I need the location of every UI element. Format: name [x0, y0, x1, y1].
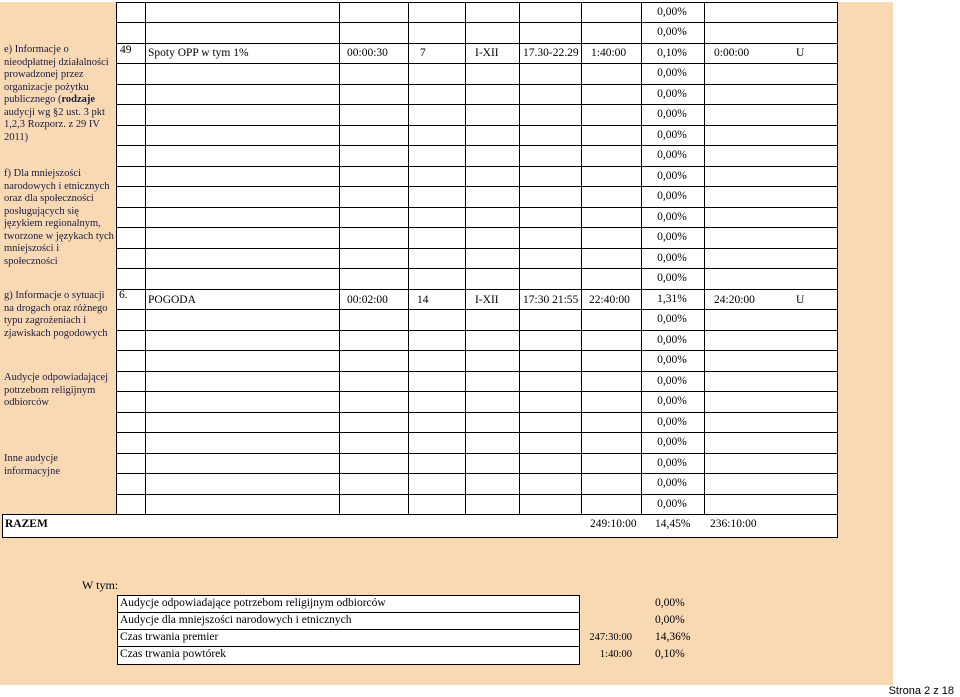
section-f-prefix: f) [4, 168, 11, 179]
grid-row-line [116, 207, 837, 208]
row-e-duration: 00:00:30 [347, 47, 388, 59]
row-g-number: 6. [119, 289, 128, 301]
row-g-count: 14 [417, 294, 429, 306]
grid-row-line [116, 453, 837, 454]
grid-row-line [116, 145, 837, 146]
page-number: Strona 2 z 18 [888, 685, 954, 697]
grid-row-line [116, 350, 837, 351]
row-g-flag: U [796, 294, 805, 306]
row-e-name: Spoty OPP w tym 1% [148, 47, 249, 59]
row-pct-cell: 0,00% [657, 334, 687, 346]
row-g-name: POGODA [148, 294, 196, 306]
row-pct-cell: 0,00% [657, 108, 687, 120]
grid-row-line [116, 104, 837, 105]
grid-row-line [116, 43, 837, 44]
row-g-duration: 00:02:00 [347, 294, 388, 306]
row-e-hours: 17.30-22.29 [523, 47, 579, 59]
grid-row-line [116, 186, 837, 187]
row-pct-cell: 0,00% [657, 67, 687, 79]
grid-row-line [116, 309, 837, 310]
row-pct-cell: 0,00% [657, 272, 687, 284]
row-g-total: 22:40:00 [589, 294, 630, 306]
grid-column-line [704, 2, 705, 514]
grid-row-line [116, 494, 837, 495]
grid-column-line [519, 2, 520, 514]
row-pct-cell: 0,00% [657, 88, 687, 100]
grid-row-line [116, 2, 837, 3]
razem-repeat: 236:10:00 [710, 518, 757, 530]
grid-row-line [116, 227, 837, 228]
grid-row-line [116, 289, 837, 290]
grid-column-line [581, 2, 582, 514]
row-pct-cell: 0,00% [657, 375, 687, 387]
row-e-repeat: 0:00:00 [714, 47, 750, 59]
section-e-prefix: e) [4, 44, 13, 55]
row-g-months: I-XII [475, 294, 499, 306]
row-pct-cell: 0,00% [657, 170, 687, 182]
w-tym-row-value: 1:40:00 [599, 649, 632, 660]
row-pct-cell: 0,00% [657, 252, 687, 264]
row-pct-cell: 0,00% [657, 129, 687, 141]
w-tym-row-label: Audycje dla mniejszości narodowych i etnicznych [120, 614, 352, 626]
grid-column-line [116, 2, 117, 514]
grid-row-line [116, 22, 837, 23]
grid-row-line [116, 125, 837, 126]
section-g-text: Informacje o sytuacji na drogach oraz różnego typu zagrożeniach i zjawiskach pogodowych [4, 290, 108, 339]
row-pct-cell: 0,00% [657, 498, 687, 510]
section-f-text: Dla mniejszości narodowych i etnicznych oraz dla społeczności posługujących się językiem regionalnym, tworzone w językach tych mniejszości i społeczności [4, 168, 114, 267]
grid-row-line [116, 473, 837, 474]
row-pct-cell: 0,00% [657, 211, 687, 223]
row-e-count: 7 [420, 47, 426, 59]
row-e-months: I-XII [475, 47, 499, 59]
grid-column-line [145, 2, 146, 514]
row-pct-cell: 0,00% [657, 6, 687, 18]
grid-row-line [116, 330, 837, 331]
grid-row-line [116, 412, 837, 413]
grid-row-line [116, 63, 837, 64]
grid-row-line [116, 166, 837, 167]
section-e-bold: rodzaje [61, 94, 96, 105]
w-tym-row-label: Audycje odpowiadające potrzebom religijnym odbiorców [120, 597, 386, 609]
grid-column-line [408, 2, 409, 514]
razem-label: RAZEM [5, 518, 48, 530]
section-e-text2: audycji wg §2 ust. 3 pkt 1,2,3 Rozporz. z 29 IV 2011) [4, 106, 105, 143]
row-g-pct: 1,31% [657, 293, 687, 305]
row-pct-cell: 0,00% [657, 416, 687, 428]
row-pct-cell: 0,00% [657, 313, 687, 325]
row-pct-cell: 0,00% [657, 231, 687, 243]
grid-column-line [465, 2, 466, 514]
w-tym-label: W tym: [82, 578, 119, 592]
w-tym-row-value: 247:30:00 [589, 632, 632, 643]
row-pct-cell: 0,00% [657, 149, 687, 161]
grid-row-line [116, 248, 837, 249]
section-f-label [4, 168, 114, 268]
row-pct-cell: 0,00% [657, 190, 687, 202]
grid-row-line [116, 268, 837, 269]
row-g-repeat: 24:20:00 [714, 294, 755, 306]
w-tym-row-pct: 0,10% [655, 648, 685, 660]
w-tym-row-label: Czas trwania premier [120, 631, 219, 643]
row-pct-cell: 0,00% [657, 477, 687, 489]
row-e-pct: 0,10% [657, 47, 687, 59]
w-tym-row-pct: 0,00% [655, 597, 685, 609]
grid-column-line [339, 2, 340, 514]
row-e-flag: U [796, 47, 805, 59]
row-pct-cell: 0,00% [657, 395, 687, 407]
section-e-label [4, 44, 114, 144]
row-pct-cell: 0,00% [657, 26, 687, 38]
grid-row-line [116, 84, 837, 85]
row-pct-cell: 0,00% [657, 354, 687, 366]
w-tym-row-pct: 0,00% [655, 614, 685, 626]
program-grid [116, 2, 837, 514]
grid-row-line [116, 391, 837, 392]
section-religious-label: Audycje odpowiadającej potrzebom religijnym odbiorców [4, 372, 109, 408]
section-other-label: Inne audycje informacyjne [4, 453, 60, 477]
row-e-total: 1:40:00 [591, 47, 627, 59]
w-tym-row-label: Czas trwania powtórek [120, 648, 227, 660]
grid-column-line [837, 2, 838, 514]
row-e-number: 49 [120, 44, 132, 56]
grid-row-line [116, 371, 837, 372]
section-g-label [4, 290, 114, 340]
row-pct-cell: 0,00% [657, 457, 687, 469]
grid-row-line [116, 432, 837, 433]
razem-total: 249:10:00 [590, 518, 637, 530]
row-pct-cell: 0,00% [657, 436, 687, 448]
section-e-text: Informacje o nieodpłatnej działalności prowadzonej przez organizacje pożytku publicznego ( [4, 44, 109, 105]
razem-pct: 14,45% [655, 518, 691, 530]
row-g-hours: 17:30 21:55 [523, 294, 579, 306]
w-tym-row-pct: 14,36% [655, 631, 691, 643]
section-g-prefix: g) [4, 290, 13, 301]
